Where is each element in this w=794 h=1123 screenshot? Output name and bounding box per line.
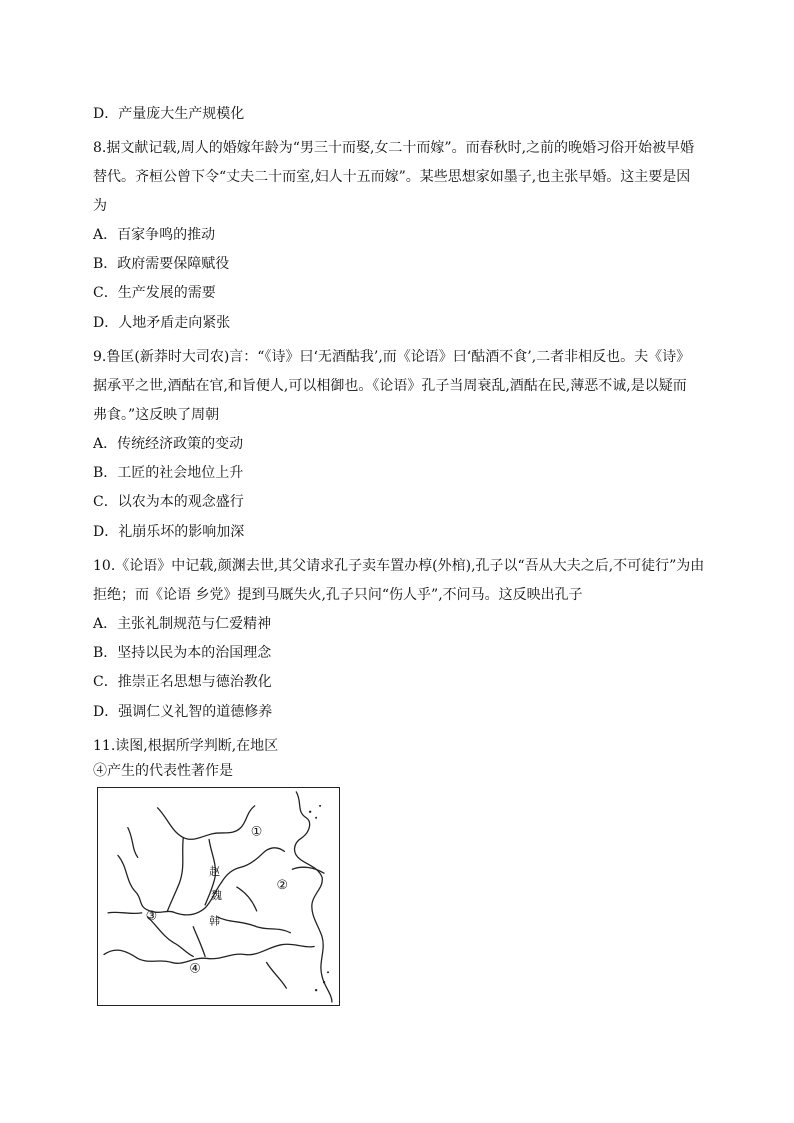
q8-option-b: B．政府需要保障赋役 [93, 256, 230, 272]
q8-option-c: C．生产发展的需要 [93, 285, 216, 301]
q10-option-c: C．推崇正名思想与德治教化 [93, 674, 272, 690]
q9-option-a: A．传统经济政策的变动 [93, 436, 244, 452]
q8-option-a: A．百家争鸣的推动 [93, 227, 216, 243]
map-label-wei: 魏 [211, 888, 222, 902]
q10-option-a: A．主张礼制规范与仁爱精神 [93, 616, 272, 632]
coastline [295, 792, 332, 1002]
yangtze-river [104, 944, 314, 963]
map-label-han: 韩 [209, 914, 220, 928]
map-label-marker-3: ③ [145, 908, 158, 924]
q8-stem-line-3: 为 [93, 198, 107, 214]
huai-river [217, 917, 290, 933]
q11-stem-line-1: 11.读图,根据所学判断,在地区 [93, 738, 279, 754]
q8-stem-line-2: 替代。齐桓公曾下令“丈夫二十而室,妇人十五而嫁”。某些思想家如墨子,也主张早婚。这主要是因 [93, 169, 691, 185]
q8-option-d: D．人地矛盾走向紧张 [93, 315, 231, 331]
q9-stem-line-2: 据承平之世,酒酤在官,和旨便人,可以相御也。《论语》孔子当周衰乱,酒酤在民,薄恶不诚,是以疑而 [93, 378, 687, 394]
q9-stem-line-1: 9.鲁匡(新莽时大司农)言：“《诗》曰‘无酒酤我’,而《论语》曰‘酤酒不食’,二者非相反也。夫《诗》 [93, 349, 691, 365]
map-label-marker-4: ④ [189, 961, 201, 977]
q10-stem-line-2: 拒绝；而《论语 乡党》提到马厩失火,孔子只问“伤人乎”,不问马。这反映出孔子 [93, 587, 583, 603]
river-ordos [167, 838, 183, 911]
tributary-d [267, 962, 287, 988]
warring-states-map [97, 787, 340, 1006]
map-label-marker-2: ② [276, 878, 289, 894]
q9-option-b: B．工匠的社会地位上升 [93, 465, 244, 481]
q8-stem-line-1: 8.据文献记载,周人的婚嫁年龄为“男三十而娶,女二十而嫁”。而春秋时,之前的晚婚习俗开始被早婚 [93, 140, 695, 156]
map-label-zhao: 赵 [209, 865, 220, 879]
yellow-river [118, 848, 284, 915]
tributary-a [237, 887, 257, 911]
q11-stem-line-2: ④产生的代表性著作是 [93, 763, 233, 779]
island-dots [309, 805, 329, 991]
river-north-loop [158, 806, 255, 839]
q9-option-c: C．以农为本的观念盛行 [93, 494, 244, 510]
q7-option-d: D．产量庞大生产规模化 [93, 106, 245, 122]
tributary-b [128, 828, 138, 858]
q9-option-d: D．礼崩乐坏的影响加深 [93, 524, 245, 540]
map-drawing [98, 788, 339, 1005]
river-wei [108, 912, 142, 913]
q10-option-d: D．强调仁义礼智的道德修养 [93, 704, 273, 720]
q9-stem-line-3: 弗食。”这反映了周朝 [93, 407, 220, 423]
q10-stem-line-1: 10.《论语》中记载,颜渊去世,其父请求孔子卖车置办椁(外棺),孔子以“吾从大夫之后,不可徒行”为由 [93, 558, 705, 574]
map-label-marker-1: ① [250, 824, 263, 840]
tributary-c [193, 927, 205, 957]
q10-option-b: B．坚持以民为本的治国理念 [93, 645, 272, 661]
